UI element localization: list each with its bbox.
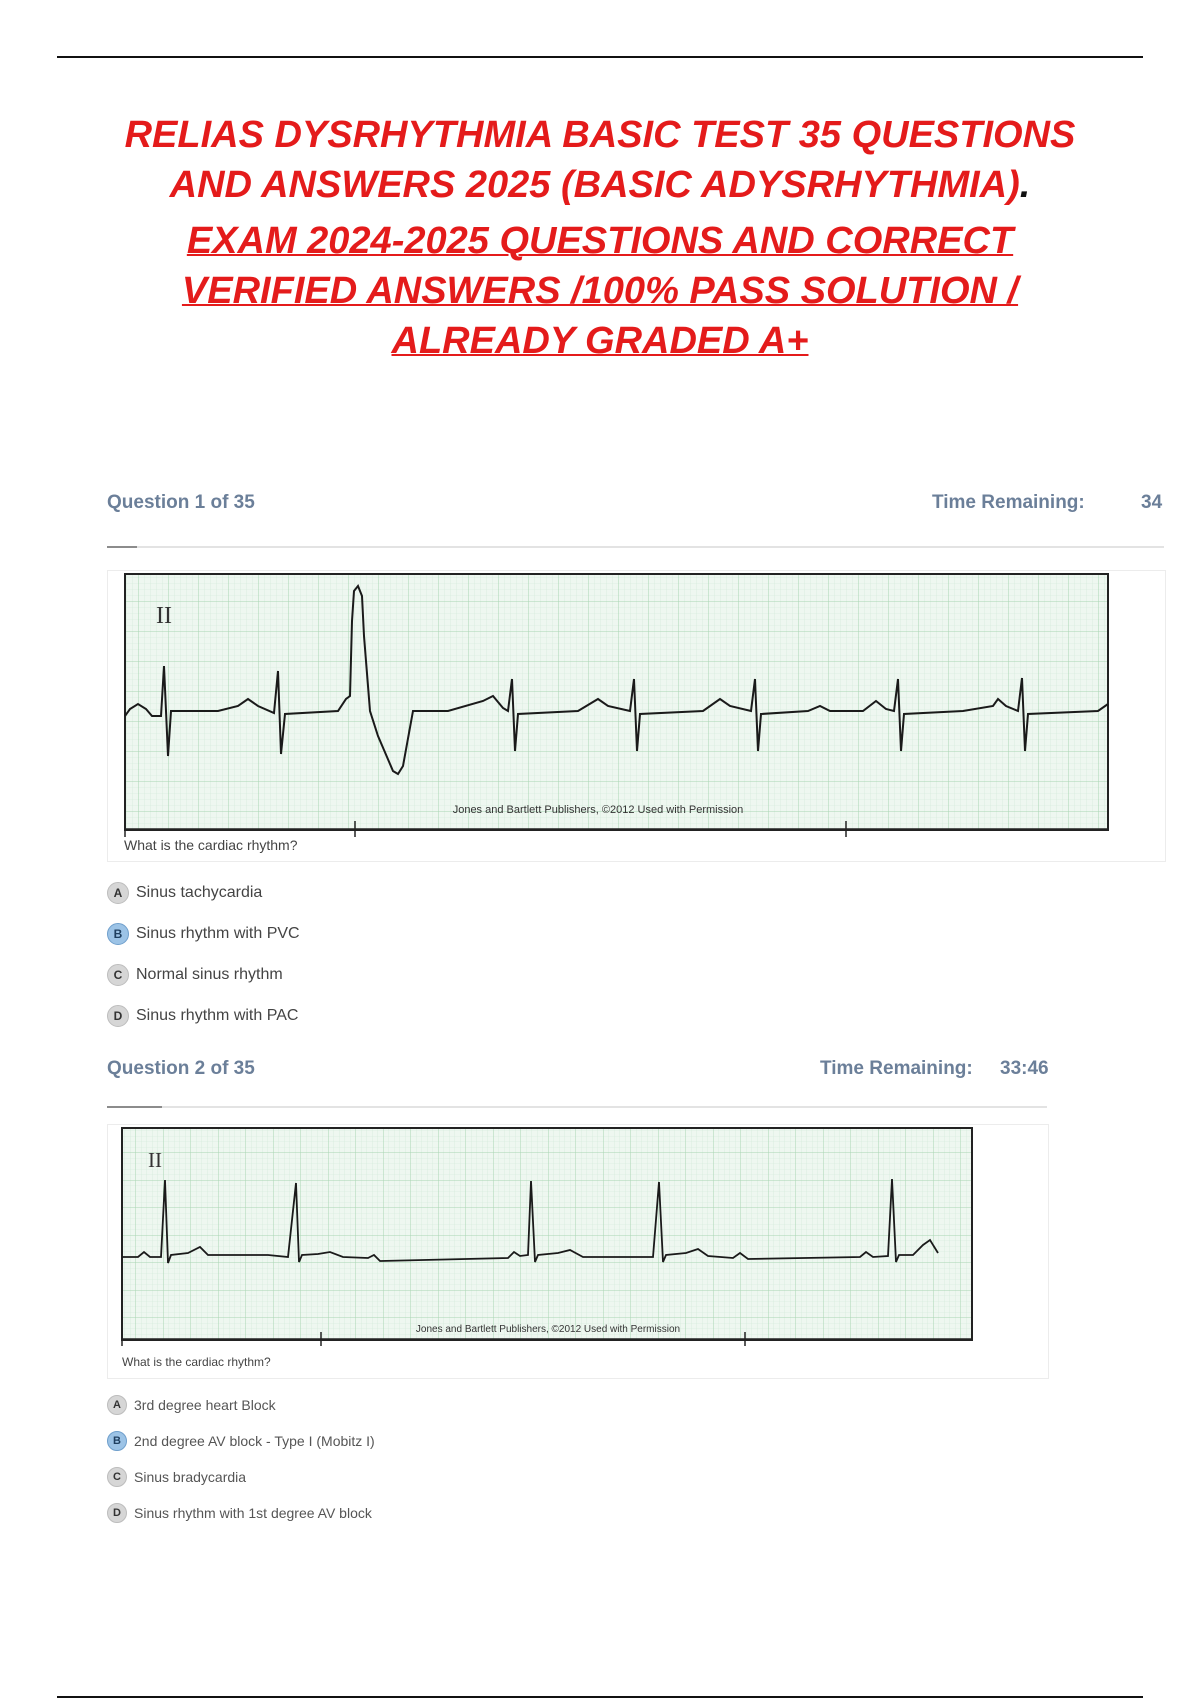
option-text: Sinus rhythm with 1st degree AV block [134,1505,372,1521]
title-line-2-mark: . [1019,164,1031,206]
option-letter-badge-selected: B [107,1431,127,1451]
question-1-panel [107,570,1166,862]
question-2-divider [107,1106,1047,1108]
ecg-1-lead-label: II [156,603,172,629]
option-text: Sinus rhythm with PVC [136,925,300,942]
question-2-option-c[interactable] [107,1467,246,1487]
ecg-1-credit: Jones and Bartlett Publishers, ©2012 Used with Permission [452,804,744,816]
option-letter-badge: D [107,1005,129,1027]
option-letter-badge-selected: B [107,923,129,945]
option-text: Normal sinus rhythm [136,966,283,983]
subtitle-line-2: VERIFIED ANSWERS /100% PASS SOLUTION / [181,270,1019,312]
option-text: 3rd degree heart Block [134,1397,276,1413]
ecg-2-credit: Jones and Bartlett Publishers, ©2012 Used with Permission [415,1324,681,1335]
option-letter-badge: A [107,1395,127,1415]
option-text: Sinus tachycardia [136,884,263,901]
question-2-panel [107,1124,1049,1379]
question-1-time-label: Time Remaining: [932,492,1085,513]
subtitle [60,216,1140,366]
top-rule [57,56,1143,58]
option-text: 2nd degree AV block - Type I (Mobitz I) [134,1433,375,1449]
title-line-2-text: AND ANSWERS 2025 (BASIC ADYSRHYTHMIA) [169,164,1020,206]
question-2-heading: Question 2 of 35 [107,1058,255,1079]
document-title [60,110,1140,366]
option-letter-badge: C [107,964,129,986]
question-2-option-d[interactable] [107,1503,372,1523]
question-1-option-d[interactable] [107,1005,298,1027]
ecg-strip-1 [108,571,1165,861]
question-2-prompt: What is the cardiac rhythm? [122,1355,271,1369]
option-text: Sinus rhythm with PAC [136,1007,299,1024]
title-line-1: RELIAS DYSRHYTHMIA BASIC TEST 35 QUESTIONS [124,114,1076,156]
question-2-time-label: Time Remaining: [820,1058,973,1079]
subtitle-line-1: EXAM 2024-2025 QUESTIONS AND CORRECT [186,220,1014,262]
title-line-2 [60,160,1140,210]
question-1-time-value: 34 [1141,492,1163,513]
question-1-option-c[interactable] [107,964,283,986]
option-letter-badge: C [107,1467,127,1487]
option-letter-badge: D [107,1503,127,1523]
ecg-2-lead-label: II [148,1148,162,1172]
question-2-option-a[interactable] [107,1395,276,1415]
bottom-rule [57,1696,1143,1698]
option-letter-badge: A [107,882,129,904]
question-1-option-a[interactable] [107,882,262,904]
question-1-prompt: What is the cardiac rhythm? [124,837,298,853]
question-2-time-value: 33:46 [1000,1058,1049,1079]
question-1-option-b[interactable] [107,923,300,945]
question-1-heading: Question 1 of 35 [107,492,255,513]
ecg-strip-2 [108,1125,1048,1378]
option-text: Sinus bradycardia [134,1469,247,1485]
question-1-divider [107,546,1164,548]
subtitle-line-3: ALREADY GRADED A+ [391,320,809,362]
question-2-option-b[interactable] [107,1431,375,1451]
